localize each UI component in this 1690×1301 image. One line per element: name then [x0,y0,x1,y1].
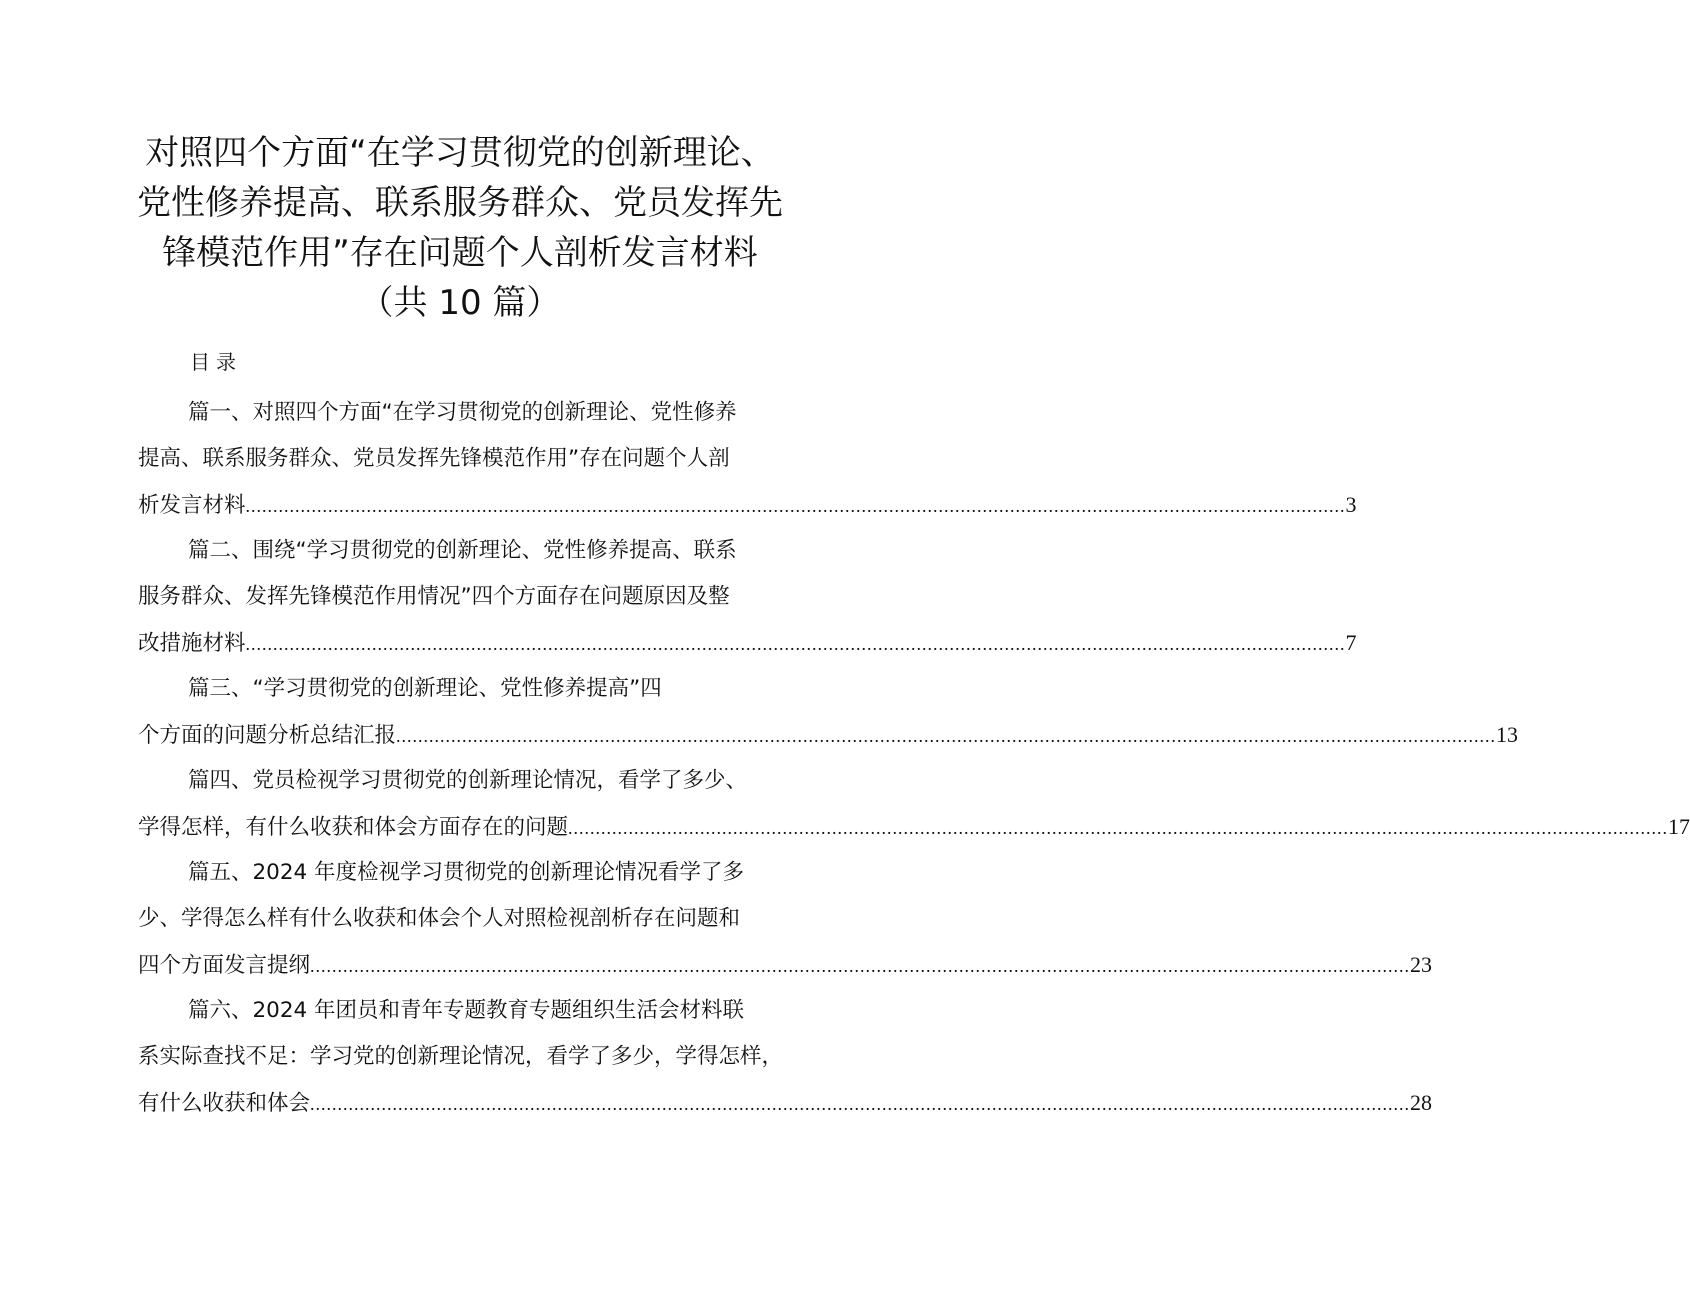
toc-entry-line: 篇一、对照四个方面“在学习贯彻党的创新理论、党性修养 [188,400,737,425]
toc-entry[interactable] [138,850,1433,988]
document-title [0,128,920,328]
toc-page-number: 23 [1410,952,1433,977]
dot-leader: ........................................................................................................................................................................................................ [310,1094,1411,1114]
toc-heading: 目录 [190,350,242,374]
toc-entry-last-line [138,942,1433,988]
toc-entry-line: 少、学得怎么样有什么收获和体会个人对照检视剖析存在问题和 [138,906,741,931]
table-of-contents [138,390,1690,1126]
toc-page-number: 17 [1668,814,1690,839]
title-line: 党性修养提高、联系服务群众、党员发挥先 [137,183,783,223]
dot-leader: ........................................................................................................................................................................................................ [245,634,1346,654]
toc-entry-line: 提高、联系服务群众、党员发挥先锋模范作用”存在问题个人剖 [138,446,730,471]
toc-entry-text: 改措施材料 [138,631,246,656]
toc-page-number: 3 [1345,492,1357,517]
toc-entry-line: 篇三、“学习贯彻党的创新理论、党性修养提高”四 [188,676,662,701]
toc-entry[interactable] [138,528,1357,666]
toc-entry-text: 学得怎样，有什么收获和体会方面存在的问题 [138,815,569,840]
toc-page-number: 13 [1496,722,1519,747]
toc-entry-last-line [138,1080,1433,1126]
toc-entry[interactable] [138,758,1690,850]
toc-entry-line: 篇五、2024 年度检视学习贯彻党的创新理论情况看学了多 [188,860,745,885]
title-line: 锋模范作用”存在问题个人剖析发言材料 [162,233,758,273]
toc-entry-text: 析发言材料 [138,493,246,518]
title-line: 对照四个方面“在学习贯彻党的创新理论、 [145,133,775,173]
dot-leader: ........................................................................................................................................................................................................ [568,818,1669,838]
toc-entry-line: 系实际查找不足：学习党的创新理论情况，看学了多少，学得怎样， [138,1044,784,1069]
toc-entry-last-line [138,620,1357,666]
toc-entry-last-line [138,482,1357,528]
toc-entry[interactable] [138,666,1519,758]
toc-page-number: 7 [1345,630,1357,655]
toc-entry-line: 篇四、党员检视学习贯彻党的创新理论情况，看学了多少、 [188,768,748,793]
title-count: （共 10 篇） [359,283,561,323]
toc-entry-text: 四个方面发言提纲 [138,953,311,978]
toc-entry-line: 篇二、围绕“学习贯彻党的创新理论、党性修养提高、联系 [188,538,737,563]
toc-entry[interactable] [138,988,1433,1126]
toc-entry-last-line [138,712,1519,758]
toc-entry-text: 个方面的问题分析总结汇报 [138,723,397,748]
dot-leader: ........................................................................................................................................................................................................ [396,726,1497,746]
toc-entry[interactable] [138,390,1357,528]
dot-leader: ........................................................................................................................................................................................................ [310,956,1411,976]
toc-page-number: 28 [1410,1090,1433,1115]
toc-entry-text: 有什么收获和体会 [138,1091,311,1116]
toc-entry-last-line [138,804,1690,850]
toc-entry-line: 篇六、2024 年团员和青年专题教育专题组织生活会材料联 [188,998,745,1023]
dot-leader: ........................................................................................................................................................................................................ [245,496,1346,516]
toc-entry-line: 服务群众、发挥先锋模范作用情况”四个方面存在问题原因及整 [138,584,730,609]
